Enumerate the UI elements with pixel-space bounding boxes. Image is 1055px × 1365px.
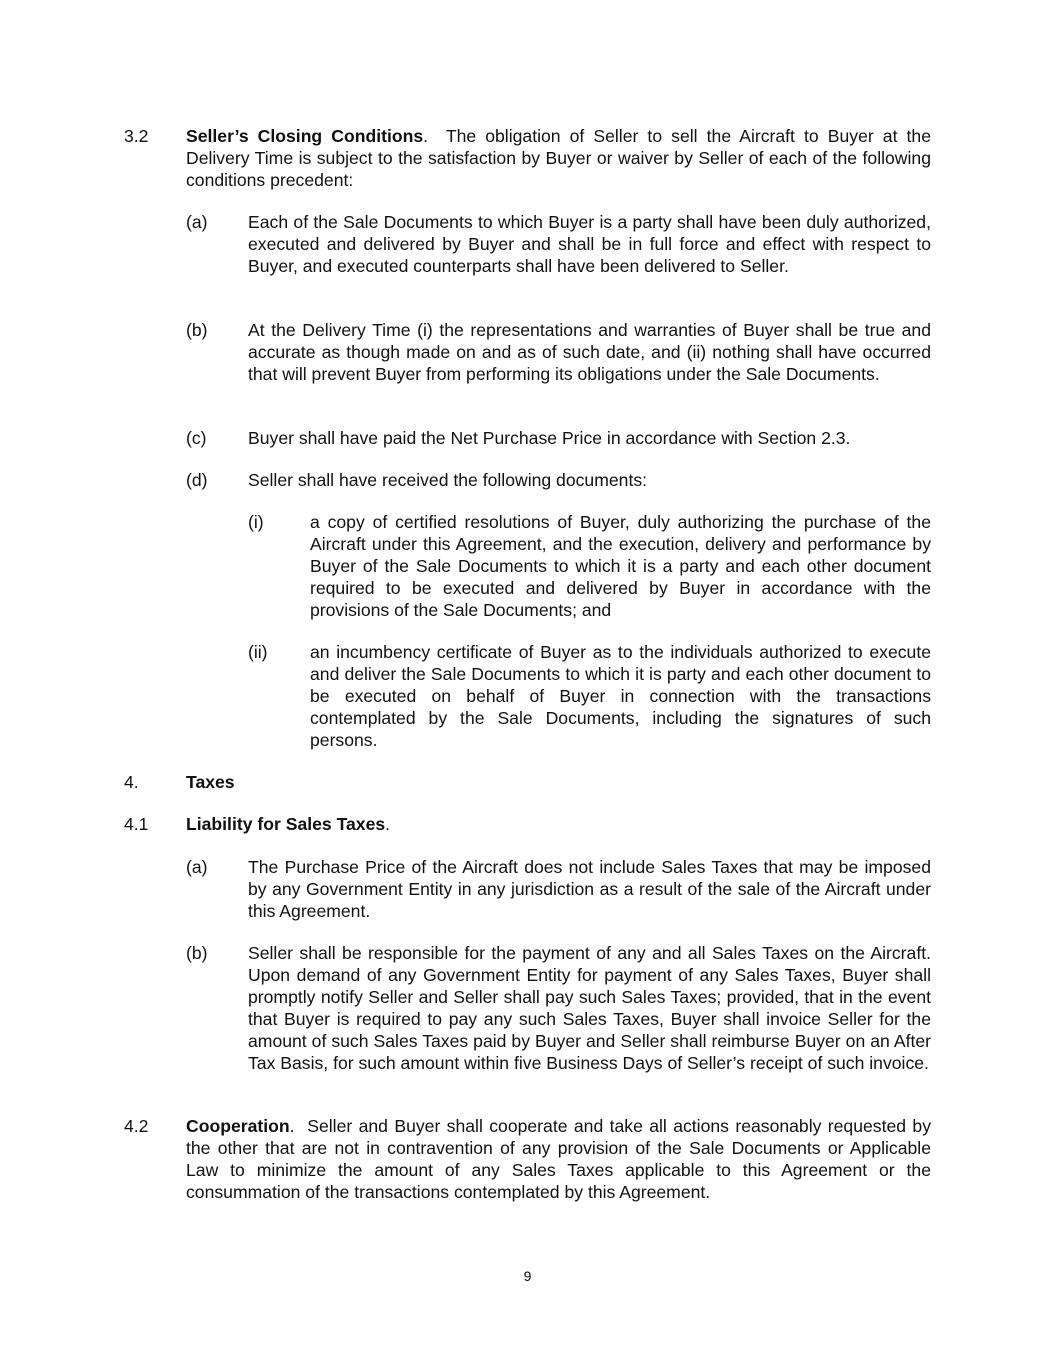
section-heading: Taxes <box>186 772 235 792</box>
clause-text: Buyer shall have paid the Net Purchase Price in accordance with Section 2.3. <box>248 428 851 448</box>
heading-period: . <box>423 126 429 146</box>
subclause-text: a copy of certified resolutions of Buyer, duly authorizing the purchase of the Aircraft under this Agreement, and the execution, delivery and performance by Buyer of the Sale Documents to which it is a party and each other document required to be executed and delivered by Buyer in accordance with the provisions of the Sale Documents; and <box>310 512 931 620</box>
section-heading: Cooperation <box>186 1116 290 1136</box>
section-body-text: The obligation of Seller to sell the Aircraft to Buyer at the Delivery Time is subject to the satisfaction by Buyer or waiver by Seller of each of the following conditions precedent: <box>186 126 936 190</box>
section-4-1-heading-line <box>186 813 390 835</box>
clause-label: (d) <box>186 470 208 490</box>
subclause-label: (i) <box>248 512 264 532</box>
clause-text: Seller shall be responsible for the payment of any and all Sales Taxes on the Aircraft. Upon demand of any Government Entity for payment of any Sales Taxes, Buyer shall promptly notify Seller and Seller shall pay such Sales Taxes; provided, that in the event that Buyer is required to pay any such Sales Taxes, Buyer shall invoice Seller for the amount of such Sales Taxes paid by Buyer and Seller shall reimburse Buyer on an After Tax Basis, for such amount within five Business Days of Seller’s receipt of such invoice. <box>248 943 941 1073</box>
page-number: 9 <box>523 1268 532 1284</box>
clause-text: Each of the Sale Documents to which Buyer is a party shall have been duly authorized, executed and delivered by Buyer and shall be in full force and effect with respect to Buyer, and executed counterparts shall have been delivered to Seller. <box>248 212 931 276</box>
clause-text: Seller shall have received the following documents: <box>248 470 648 490</box>
clause-label: (b) <box>186 320 208 340</box>
section-body-text: Seller and Buyer shall cooperate and take all actions reasonably requested by the other that are not in contravention of any provision of the Sale Documents or Applicable Law to minimize the amount of any Sales Taxes applicable to this Agreement or the consummation of the transactions contemplated by this Agreement. <box>186 1116 936 1202</box>
section-number: 4.2 <box>124 1116 149 1136</box>
clause-label: (c) <box>186 428 207 448</box>
section-heading: Liability for Sales Taxes <box>186 814 386 834</box>
section-heading: Seller’s Closing Conditions <box>186 126 424 146</box>
section-number: 4.1 <box>124 814 149 834</box>
section-number: 4. <box>124 772 139 792</box>
clause-text: At the Delivery Time (i) the representations and warranties of Buyer shall be true and accurate as though made on and as of such date, and (ii) nothing shall have occurred that will prevent Buyer from performing its obligations under the Sale Documents. <box>248 320 931 384</box>
subclause-label: (ii) <box>248 642 268 662</box>
section-3-2-paragraph <box>186 125 936 191</box>
section-number: 3.2 <box>124 126 149 146</box>
clause-label: (b) <box>186 943 208 963</box>
heading-period: . <box>289 1116 295 1136</box>
heading-period: . <box>385 814 391 834</box>
section-4-2-paragraph <box>186 1115 936 1203</box>
clause-text: The Purchase Price of the Aircraft does not include Sales Taxes that may be imposed by any Government Entity in any jurisdiction as a result of the sale of the Aircraft under this Agreement. <box>248 857 931 921</box>
clause-label: (a) <box>186 857 208 877</box>
clause-label: (a) <box>186 212 208 232</box>
subclause-text: an incumbency certificate of Buyer as to the individuals authorized to execute and deliver the Sale Documents to which it is party and each other document to be executed on behalf of Buyer in connection with the transactions contemplated by the Sale Documents, including the signatures of such persons. <box>310 642 931 750</box>
